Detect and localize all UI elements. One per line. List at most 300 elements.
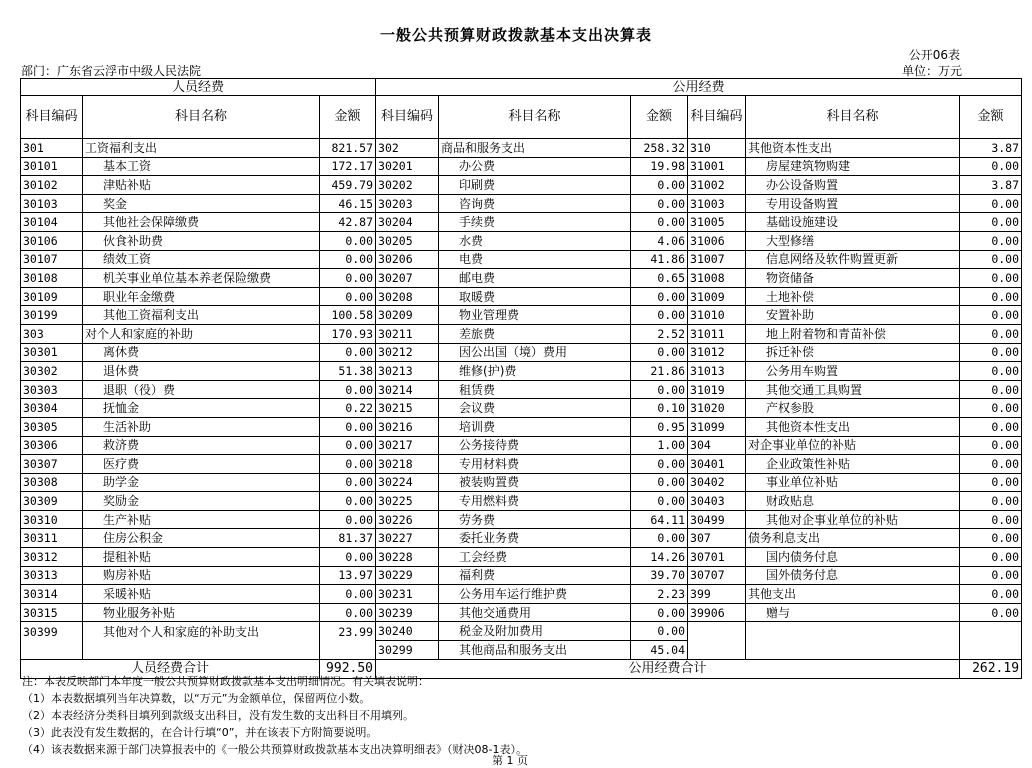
cell-name: 其他资本性支出 <box>746 139 960 158</box>
table-row <box>21 641 1022 660</box>
cell-name: 因公出国（境）费用 <box>439 343 631 362</box>
cell-code: 31012 <box>688 343 746 362</box>
cell-code: 31019 <box>688 380 746 399</box>
cell-name: 大型修缮 <box>746 231 960 250</box>
cell-amount: 0.00 <box>960 213 1022 232</box>
cell-code: 30303 <box>21 380 83 399</box>
cell-amount: 13.97 <box>320 566 376 585</box>
cell-name: 抚恤金 <box>83 399 320 418</box>
cell-amount: 45.04 <box>631 641 688 660</box>
cell-amount: 258.32 <box>631 139 688 158</box>
expenditure-table <box>20 78 1022 679</box>
cell-name: 物业服务补贴 <box>83 603 320 622</box>
cell-name: 事业单位补贴 <box>746 473 960 492</box>
table-row <box>21 324 1022 343</box>
cell-name: 财政贴息 <box>746 492 960 511</box>
note-line: （1）本表数据填列当年决算数，以“万元”为金额单位，保留两位小数。 <box>22 692 371 705</box>
cell-amount: 0.00 <box>320 585 376 604</box>
cell-amount: 23.99 <box>320 622 376 641</box>
cell-name: 债务利息支出 <box>746 529 960 548</box>
cell-name: 基本工资 <box>83 157 320 176</box>
cell-name: 其他商品和服务支出 <box>439 641 631 660</box>
cell-amount: 0.00 <box>960 306 1022 325</box>
cell-code: 30399 <box>21 622 83 641</box>
cell-name: 对个人和家庭的补助 <box>83 324 320 343</box>
cell-name: 其他交通费用 <box>439 603 631 622</box>
cell-name: 培训费 <box>439 417 631 436</box>
cell-amount: 0.00 <box>960 529 1022 548</box>
cell-name: 生产补贴 <box>83 510 320 529</box>
table-row <box>21 306 1022 325</box>
cell-amount: 0.00 <box>631 343 688 362</box>
cell-name: 公务用车运行维护费 <box>439 585 631 604</box>
cell-code: 30211 <box>376 324 439 343</box>
cell-amount: 0.00 <box>960 399 1022 418</box>
cell-name: 其他资本性支出 <box>746 417 960 436</box>
cell-code: 30213 <box>376 362 439 381</box>
cell-code: 30306 <box>21 436 83 455</box>
cell-amount: 0.00 <box>960 510 1022 529</box>
cell-name: 安置补助 <box>746 306 960 325</box>
cell-code: 30199 <box>21 306 83 325</box>
cell-code: 30202 <box>376 176 439 195</box>
cell-code: 30201 <box>376 157 439 176</box>
table-row <box>21 603 1022 622</box>
cell-name: 奖励金 <box>83 492 320 511</box>
cell-code <box>688 622 746 641</box>
cell-name: 物资储备 <box>746 269 960 288</box>
cell-name: 物业管理费 <box>439 306 631 325</box>
cell-name: 其他工资福利支出 <box>83 306 320 325</box>
cell-code: 30204 <box>376 213 439 232</box>
cell-amount: 0.00 <box>320 417 376 436</box>
cell-amount: 51.38 <box>320 362 376 381</box>
table-row <box>21 287 1022 306</box>
cell-code <box>688 641 746 660</box>
cell-code: 30313 <box>21 566 83 585</box>
cell-amount <box>960 641 1022 660</box>
cell-amount: 0.00 <box>631 622 688 641</box>
column-header-row <box>21 96 1022 139</box>
cell-name: 专用材料费 <box>439 455 631 474</box>
cell-name: 助学金 <box>83 473 320 492</box>
cell-code: 30310 <box>21 510 83 529</box>
cell-code: 30217 <box>376 436 439 455</box>
cell-amount: 0.00 <box>631 380 688 399</box>
note-line: （3）此表没有发生数据的，在合计行填“0”，并在该表下方附简要说明。 <box>22 726 378 739</box>
cell-code: 30103 <box>21 194 83 213</box>
cell-amount: 39.70 <box>631 566 688 585</box>
cell-amount: 0.10 <box>631 399 688 418</box>
cell-code: 301 <box>21 139 83 158</box>
cell-code: 303 <box>21 324 83 343</box>
department-label: 部门：广东省云浮市中级人民法院 <box>21 64 202 78</box>
cell-code: 30499 <box>688 510 746 529</box>
cell-amount: 459.79 <box>320 176 376 195</box>
cell-amount: 0.00 <box>631 176 688 195</box>
cell-code: 30403 <box>688 492 746 511</box>
cell-amount: 170.93 <box>320 324 376 343</box>
cell-amount: 0.00 <box>320 492 376 511</box>
cell-name: 工会经费 <box>439 548 631 567</box>
cell-code: 30305 <box>21 417 83 436</box>
cell-name: 商品和服务支出 <box>439 139 631 158</box>
cell-amount: 0.00 <box>320 287 376 306</box>
personnel-group-header: 人员经费 <box>21 79 376 96</box>
cell-name: 信息网络及软件购置更新 <box>746 250 960 269</box>
column-header-code: 科目编码 <box>21 96 83 139</box>
cell-amount: 2.23 <box>631 585 688 604</box>
cell-amount: 0.00 <box>960 603 1022 622</box>
cell-amount: 19.98 <box>631 157 688 176</box>
cell-amount: 0.00 <box>960 287 1022 306</box>
cell-amount: 0.00 <box>631 213 688 232</box>
cell-name: 手续费 <box>439 213 631 232</box>
cell-name: 办公设备购置 <box>746 176 960 195</box>
cell-name: 差旅费 <box>439 324 631 343</box>
cell-name: 退休费 <box>83 362 320 381</box>
cell-code: 399 <box>688 585 746 604</box>
table-row <box>21 548 1022 567</box>
cell-code: 30701 <box>688 548 746 567</box>
column-header-name: 科目名称 <box>746 96 960 139</box>
cell-code: 30216 <box>376 417 439 436</box>
cell-code: 31009 <box>688 287 746 306</box>
cell-amount: 0.00 <box>320 603 376 622</box>
cell-amount: 0.00 <box>320 548 376 567</box>
cell-name: 劳务费 <box>439 510 631 529</box>
table-row <box>21 213 1022 232</box>
cell-amount: 0.00 <box>960 436 1022 455</box>
cell-amount: 0.00 <box>960 231 1022 250</box>
cell-name: 企业政策性补贴 <box>746 455 960 474</box>
cell-name: 房屋建筑物购建 <box>746 157 960 176</box>
cell-code: 30207 <box>376 269 439 288</box>
cell-name: 邮电费 <box>439 269 631 288</box>
cell-code: 30212 <box>376 343 439 362</box>
cell-amount: 0.00 <box>960 250 1022 269</box>
cell-code: 30307 <box>21 455 83 474</box>
cell-code: 30315 <box>21 603 83 622</box>
cell-code: 304 <box>688 436 746 455</box>
cell-name: 生活补助 <box>83 417 320 436</box>
cell-name: 租赁费 <box>439 380 631 399</box>
cell-name: 赠与 <box>746 603 960 622</box>
page-number: 第 1 页 <box>492 754 528 767</box>
column-header-amount: 金额 <box>960 96 1022 139</box>
cell-code: 30312 <box>21 548 83 567</box>
cell-name: 专用设备购置 <box>746 194 960 213</box>
cell-name: 专用燃料费 <box>439 492 631 511</box>
table-row <box>21 455 1022 474</box>
table-row <box>21 492 1022 511</box>
cell-amount: 0.22 <box>320 399 376 418</box>
cell-code: 30209 <box>376 306 439 325</box>
group-header-row <box>21 79 1022 96</box>
cell-amount: 3.87 <box>960 139 1022 158</box>
cell-amount: 42.87 <box>320 213 376 232</box>
cell-amount: 0.65 <box>631 269 688 288</box>
cell-code: 30104 <box>21 213 83 232</box>
table-row <box>21 510 1022 529</box>
note-line: （2）本表经济分类科目填列到款级支出科目，没有发生数的支出科目不用填列。 <box>22 709 414 722</box>
cell-amount: 2.52 <box>631 324 688 343</box>
unit-label: 单位：万元 <box>901 64 962 78</box>
cell-name: 购房补贴 <box>83 566 320 585</box>
table-row <box>21 269 1022 288</box>
cell-code: 30107 <box>21 250 83 269</box>
cell-name: 提租补贴 <box>83 548 320 567</box>
cell-code: 310 <box>688 139 746 158</box>
cell-amount: 0.00 <box>960 194 1022 213</box>
cell-code: 30208 <box>376 287 439 306</box>
cell-amount: 0.00 <box>320 473 376 492</box>
table-row <box>21 566 1022 585</box>
cell-code: 30101 <box>21 157 83 176</box>
cell-amount: 41.86 <box>631 250 688 269</box>
cell-name <box>746 622 960 641</box>
cell-code: 30228 <box>376 548 439 567</box>
cell-name: 机关事业单位基本养老保险缴费 <box>83 269 320 288</box>
table-row <box>21 380 1022 399</box>
cell-amount: 0.00 <box>960 343 1022 362</box>
cell-code: 307 <box>688 529 746 548</box>
cell-name: 医疗费 <box>83 455 320 474</box>
cell-amount: 100.58 <box>320 306 376 325</box>
cell-name: 咨询费 <box>439 194 631 213</box>
column-header-amount: 金额 <box>631 96 688 139</box>
cell-amount: 0.00 <box>631 455 688 474</box>
cell-amount: 0.00 <box>320 250 376 269</box>
cell-name: 福利费 <box>439 566 631 585</box>
personnel-total-label: 人员经费合计 <box>21 660 320 679</box>
table-row <box>21 194 1022 213</box>
cell-amount: 4.06 <box>631 231 688 250</box>
cell-code: 31020 <box>688 399 746 418</box>
table-row <box>21 473 1022 492</box>
cell-amount: 0.00 <box>631 529 688 548</box>
cell-amount: 64.11 <box>631 510 688 529</box>
cell-name: 绩效工资 <box>83 250 320 269</box>
cell-amount: 46.15 <box>320 194 376 213</box>
cell-amount: 0.00 <box>320 269 376 288</box>
cell-code: 30224 <box>376 473 439 492</box>
cell-name: 津贴补贴 <box>83 176 320 195</box>
cell-code: 30308 <box>21 473 83 492</box>
cell-code: 30108 <box>21 269 83 288</box>
cell-code: 30299 <box>376 641 439 660</box>
cell-code: 31003 <box>688 194 746 213</box>
cell-amount: 0.00 <box>631 492 688 511</box>
cell-name: 取暖费 <box>439 287 631 306</box>
cell-amount: 0.00 <box>320 231 376 250</box>
cell-name: 其他对个人和家庭的补助支出 <box>83 622 320 641</box>
cell-code: 30226 <box>376 510 439 529</box>
cell-code: 30225 <box>376 492 439 511</box>
table-row <box>21 250 1022 269</box>
cell-amount: 0.00 <box>960 417 1022 436</box>
cell-name: 奖金 <box>83 194 320 213</box>
cell-code: 31002 <box>688 176 746 195</box>
cell-code: 30309 <box>21 492 83 511</box>
cell-amount: 0.00 <box>320 436 376 455</box>
cell-code: 30402 <box>688 473 746 492</box>
public-group-header: 公用经费 <box>376 79 1022 96</box>
public-total-value: 262.19 <box>960 660 1022 679</box>
cell-amount <box>960 622 1022 641</box>
cell-name <box>83 641 320 660</box>
table-row <box>21 231 1022 250</box>
cell-amount: 172.17 <box>320 157 376 176</box>
cell-code: 31005 <box>688 213 746 232</box>
cell-name: 伙食补助费 <box>83 231 320 250</box>
cell-name: 被装购置费 <box>439 473 631 492</box>
table-row <box>21 436 1022 455</box>
form-number: 公开06表 <box>908 48 960 62</box>
table-row <box>21 399 1022 418</box>
column-header-amount: 金额 <box>320 96 376 139</box>
cell-name: 其他交通工具购置 <box>746 380 960 399</box>
cell-code: 30401 <box>688 455 746 474</box>
cell-code: 30215 <box>376 399 439 418</box>
cell-code: 30203 <box>376 194 439 213</box>
cell-amount: 0.00 <box>320 343 376 362</box>
cell-amount: 0.00 <box>960 585 1022 604</box>
cell-name: 工资福利支出 <box>83 139 320 158</box>
cell-name: 对企事业单位的补贴 <box>746 436 960 455</box>
cell-code: 30707 <box>688 566 746 585</box>
cell-code: 31008 <box>688 269 746 288</box>
cell-code: 302 <box>376 139 439 158</box>
cell-amount: 21.86 <box>631 362 688 381</box>
cell-name: 采暖补贴 <box>83 585 320 604</box>
cell-code: 30231 <box>376 585 439 604</box>
cell-name: 职业年金缴费 <box>83 287 320 306</box>
personnel-total-value: 992.50 <box>320 660 376 679</box>
cell-name: 土地补偿 <box>746 287 960 306</box>
cell-code: 30229 <box>376 566 439 585</box>
cell-name: 公务用车购置 <box>746 362 960 381</box>
cell-name: 国外债务付息 <box>746 566 960 585</box>
cell-code: 31001 <box>688 157 746 176</box>
table-row <box>21 362 1022 381</box>
cell-name <box>746 641 960 660</box>
cell-amount <box>320 641 376 660</box>
cell-code: 30227 <box>376 529 439 548</box>
cell-code: 30239 <box>376 603 439 622</box>
cell-code: 39906 <box>688 603 746 622</box>
cell-amount: 0.00 <box>960 473 1022 492</box>
cell-amount: 0.00 <box>960 269 1022 288</box>
cell-code: 31099 <box>688 417 746 436</box>
cell-amount: 0.00 <box>960 324 1022 343</box>
cell-code: 30314 <box>21 585 83 604</box>
cell-name: 其他社会保障缴费 <box>83 213 320 232</box>
cell-amount: 0.00 <box>320 510 376 529</box>
cell-code: 31010 <box>688 306 746 325</box>
column-header-name: 科目名称 <box>439 96 631 139</box>
cell-code: 30106 <box>21 231 83 250</box>
notes-section <box>22 673 527 758</box>
cell-code: 30301 <box>21 343 83 362</box>
cell-name: 税金及附加费用 <box>439 622 631 641</box>
cell-amount: 0.00 <box>631 306 688 325</box>
cell-amount: 0.00 <box>320 455 376 474</box>
cell-name: 水费 <box>439 231 631 250</box>
cell-code: 30218 <box>376 455 439 474</box>
cell-amount: 0.00 <box>960 548 1022 567</box>
cell-name: 基础设施建设 <box>746 213 960 232</box>
table-row <box>21 585 1022 604</box>
cell-name: 救济费 <box>83 436 320 455</box>
cell-code: 30205 <box>376 231 439 250</box>
cell-code: 30206 <box>376 250 439 269</box>
column-header-name: 科目名称 <box>83 96 320 139</box>
cell-code: 30240 <box>376 622 439 641</box>
table-row <box>21 176 1022 195</box>
cell-name: 维修(护)费 <box>439 362 631 381</box>
cell-amount: 0.00 <box>960 492 1022 511</box>
table-row <box>21 417 1022 436</box>
cell-code: 30304 <box>21 399 83 418</box>
table-row <box>21 139 1022 158</box>
cell-name: 委托业务费 <box>439 529 631 548</box>
cell-amount: 0.00 <box>631 287 688 306</box>
table-row <box>21 157 1022 176</box>
cell-amount: 0.00 <box>631 194 688 213</box>
cell-amount: 0.00 <box>960 380 1022 399</box>
cell-name: 国内债务付息 <box>746 548 960 567</box>
cell-code: 30109 <box>21 287 83 306</box>
cell-amount: 0.00 <box>960 455 1022 474</box>
cell-code: 31006 <box>688 231 746 250</box>
cell-name: 办公费 <box>439 157 631 176</box>
cell-name: 其他支出 <box>746 585 960 604</box>
cell-amount: 3.87 <box>960 176 1022 195</box>
note-line: （4）该表数据来源于部门决算报表中的《一般公共预算财政拨款基本支出决算明细表》（财决08-1表）。 <box>22 743 527 756</box>
cell-code: 31007 <box>688 250 746 269</box>
cell-name: 地上附着物和青苗补偿 <box>746 324 960 343</box>
page-title: 一般公共预算财政拨款基本支出决算表 <box>379 26 652 44</box>
cell-name: 拆迁补偿 <box>746 343 960 362</box>
cell-amount: 0.00 <box>960 566 1022 585</box>
cell-code: 30311 <box>21 529 83 548</box>
cell-name: 印刷费 <box>439 176 631 195</box>
note-line: 注：本表反映部门本年度一般公共预算财政拨款基本支出明细情况。有关填表说明： <box>22 675 429 688</box>
cell-name: 离休费 <box>83 343 320 362</box>
cell-name: 产权参股 <box>746 399 960 418</box>
cell-name: 会议费 <box>439 399 631 418</box>
cell-amount: 0.00 <box>320 380 376 399</box>
cell-amount: 0.00 <box>631 603 688 622</box>
column-header-code: 科目编码 <box>688 96 746 139</box>
cell-code: 30102 <box>21 176 83 195</box>
table-row <box>21 622 1022 641</box>
cell-amount: 821.57 <box>320 139 376 158</box>
cell-amount: 1.00 <box>631 436 688 455</box>
cell-amount: 81.37 <box>320 529 376 548</box>
cell-amount: 0.95 <box>631 417 688 436</box>
cell-amount: 0.00 <box>631 473 688 492</box>
cell-code: 30214 <box>376 380 439 399</box>
cell-code: 30302 <box>21 362 83 381</box>
cell-code: 31013 <box>688 362 746 381</box>
cell-amount: 0.00 <box>960 362 1022 381</box>
cell-name: 公务接待费 <box>439 436 631 455</box>
table-row <box>21 343 1022 362</box>
cell-code <box>21 641 83 660</box>
cell-name: 住房公积金 <box>83 529 320 548</box>
